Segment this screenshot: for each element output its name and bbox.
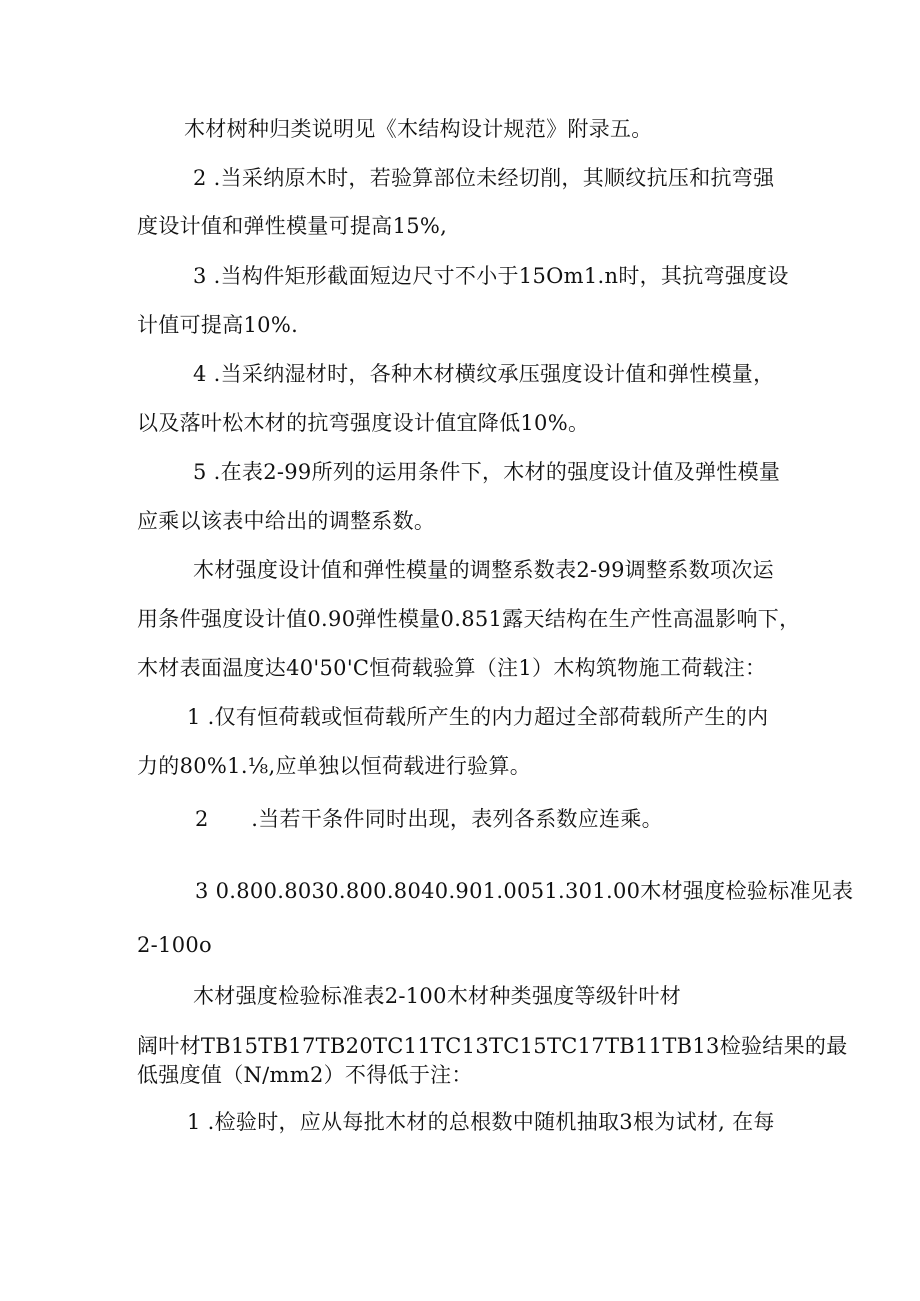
text-line: 1 .检验时，应从每批木材的总根数中随机抽取3根为试材, 在每	[187, 1110, 775, 1134]
text-line: 2 .当若干条件同时出现，表列各系数应连乘。	[195, 807, 663, 831]
text-line: 木材表面温度达40'50'C恒荷载验算（注1）木构筑物施工荷载注：	[137, 656, 767, 680]
text-line: 以及落叶松木材的抗弯强度设计值宜降低10%。	[137, 411, 590, 435]
text-line: 度设计值和弹性模量可提高15%,	[137, 214, 448, 238]
text-line: 1 .仅有恒荷载或恒荷载所产生的内力超过全部荷载所产生的内	[187, 705, 769, 729]
text-line: 木材树种归类说明见《木结构设计规范》附录五。	[184, 117, 653, 141]
text-line: 应乘以该表中给出的调整系数。	[137, 509, 436, 533]
text-line: 3 0.800.8030.800.8040.901.0051.301.00木材强度检验标准见表	[195, 879, 854, 903]
text-line: 2 .当采纳原木时，若验算部位未经切削，其顺纹抗压和抗弯强	[193, 166, 775, 190]
text-line: 用条件强度设计值0.90弹性模量0.851露天结构在生产性高温影响下，	[137, 607, 801, 631]
text-line: 计值可提高10%.	[137, 313, 299, 337]
text-line: 3 .当构件矩形截面短边尺寸不小于15Om1.n时，其抗弯强度设	[193, 264, 789, 288]
text-line: 木材强度检验标准表2-100木材种类强度等级针叶材	[193, 984, 682, 1008]
text-line: 2-100o	[137, 933, 212, 957]
text-line: 木材强度设计值和弹性模量的调整系数表2-99调整系数项次运	[193, 558, 774, 582]
text-line: 力的80%1.⅛,应单独以恒荷载进行验算。	[137, 754, 532, 778]
text-line: 5 .在表2-99所列的运用条件下，木材的强度设计值及弹性模量	[193, 460, 781, 484]
text-line: 阔叶材TB15TB17TB20TC11TC13TC15TC17TB11TB13检验结果的最	[137, 1034, 848, 1058]
text-line: 4 .当采纳湿材时，各种木材横纹承压强度设计值和弹性模量，	[193, 362, 775, 386]
text-line: 低强度值（N∕mm2）不得低于注：	[137, 1063, 473, 1087]
